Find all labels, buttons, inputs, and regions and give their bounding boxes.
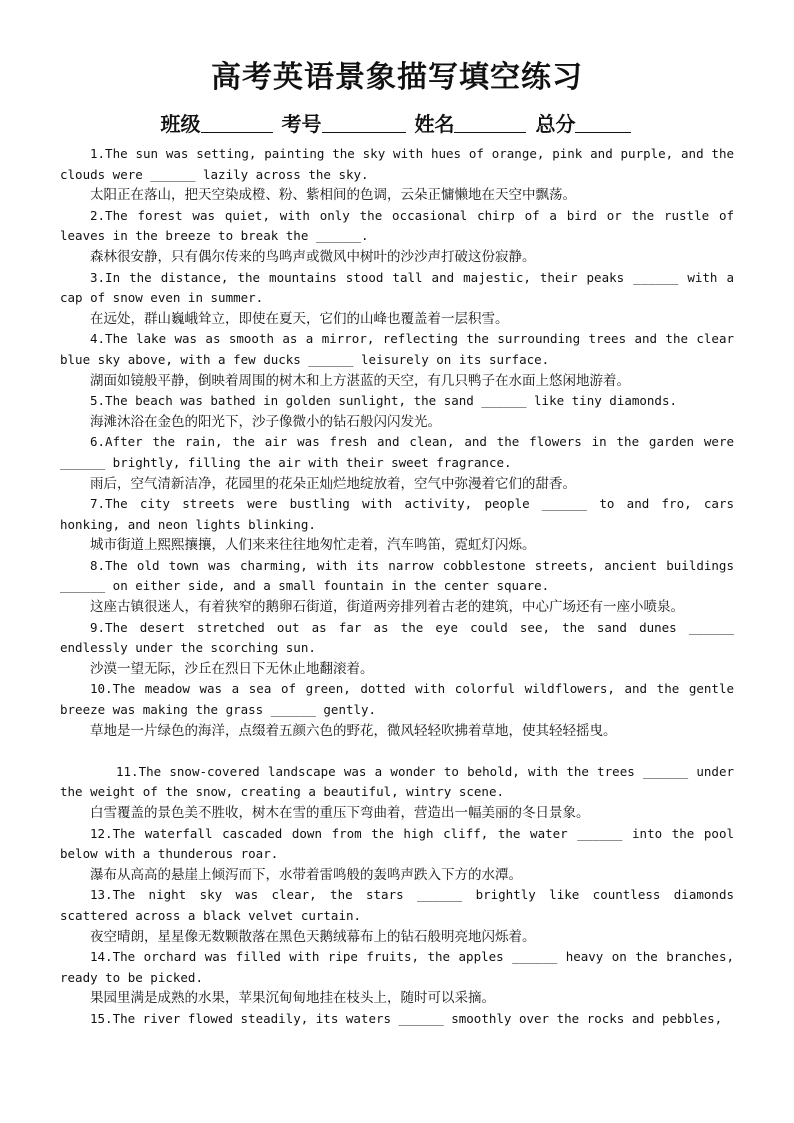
exercise-chinese-translation: 雨后，空气清新洁净，花园里的花朵正灿烂地绽放着，空气中弥漫着它们的甜香。 — [90, 475, 576, 492]
exercise-chinese-translation: 白雪覆盖的景色美不胜收，树木在雪的重压下弯曲着，营造出一幅美丽的冬日景象。 — [90, 805, 590, 821]
exercise-english-sentence: 14.The orchard was filled with ripe fruits, the apples ______ heavy on the branches, ready to be picked. — [60, 949, 734, 985]
exercise-chinese-translation: 城市街道上熙熙攘攘，人们来来往往地匆忙走着，汽车鸣笛，霓虹灯闪烁。 — [90, 537, 536, 554]
exercise-chinese-translation: 果园里满是成熟的水果，苹果沉甸甸地挂在枝头上，随时可以采摘。 — [90, 990, 495, 1007]
exercise-chinese-translation: 瀑布从高高的悬崖上倾泻而下，水带着雷鸣般的轰鸣声跌入下方的水潭。 — [90, 866, 522, 883]
exercise-english-sentence: 2.The forest was quiet, with only the occasional chirp of a bird or the rustle of leaves in the breeze to break the ______. — [60, 207, 734, 244]
exercise-chinese-translation: 沙漠一望无际，沙丘在烈日下无休止地翻滚着。 — [90, 660, 374, 677]
exercise-item — [60, 206, 734, 268]
name-blank — [454, 112, 526, 133]
exercise-chinese-translation: 这座古镇很迷人，有着狭窄的鹅卵石街道，街道两旁排列着古老的建筑，中心广场还有一座小喷泉。 — [90, 599, 684, 616]
exercise-item — [60, 144, 734, 206]
exercise-english-sentence: 4.The lake was as smooth as a mirror, reflecting the surrounding trees and the clear blue sky above, with a few ducks ______ leisurely on its surface. — [60, 331, 734, 367]
exercise-chinese-translation: 在远处，群山巍峨耸立，即使在夏天，它们的山峰也覆盖着一层积雪。 — [90, 310, 509, 327]
class-label: 班级 — [160, 112, 201, 136]
exercise-english-sentence: 3.In the distance, the mountains stood tall and majestic, their peaks ______ with a cap of snow even in summer. — [60, 269, 734, 306]
exercise-english-sentence: 15.The river flowed steadily, its waters ______ smoothly over the rocks and pebbles, — [90, 1010, 723, 1026]
exercise-item — [60, 679, 734, 741]
exercise-list — [60, 144, 734, 1030]
exercise-chinese-translation: 海滩沐浴在金色的阳光下，沙子像微小的钻石般闪闪发光。 — [90, 413, 441, 430]
page-title: 高考英语景象描写填空练习 — [211, 60, 583, 95]
exercise-item — [60, 432, 734, 494]
exercise-chinese-translation: 湖面如镜般平静，倒映着周围的树木和上方湛蓝的天空，有几只鸭子在水面上悠闲地游着。 — [90, 372, 630, 389]
exercise-item — [60, 824, 734, 886]
exercise-english-sentence: 8.The old town was charming, with its narrow cobblestone streets, ancient buildings ______ on either side, and a small fountain in the center square. — [60, 557, 734, 594]
exercise-item — [60, 885, 734, 947]
exercise-english-sentence: 1.The sun was setting, painting the sky with hues of orange, pink and purple, and the clouds were ______ lazily across the sky. — [60, 146, 734, 182]
exercise-item — [60, 947, 734, 1009]
name-label: 姓名 — [414, 112, 455, 136]
exercise-english-sentence: 6.After the rain, the air was fresh and clean, and the flowers in the garden were ______ brightly, filling the air with their sweet fragrance. — [60, 434, 734, 470]
exercise-item — [60, 1009, 734, 1030]
exam-number-blank — [322, 112, 406, 133]
exam-number-label: 考号 — [281, 112, 322, 136]
exercise-item — [60, 618, 734, 680]
student-info-line — [0, 110, 794, 138]
score-label: 总分 — [535, 112, 576, 136]
exercise-english-sentence: 9.The desert stretched out as far as the eye could see, the sand dunes ______ endlessly under the scorching sun. — [60, 619, 734, 656]
exercise-chinese-translation: 太阳正在落山，把天空染成橙、粉、紫相间的色调，云朵正慵懒地在天空中飘荡。 — [90, 187, 576, 204]
exercise-item — [60, 268, 734, 330]
exercise-chinese-translation: 草地是一片绿色的海洋，点缀着五颜六色的野花，微风轻轻吹拂着草地，使其轻轻摇曳。 — [90, 722, 617, 739]
exercise-item — [60, 494, 734, 556]
exercise-english-sentence: 5.The beach was bathed in golden sunlight, the sand ______ like tiny diamonds. — [90, 393, 677, 409]
exercise-item — [60, 762, 734, 824]
exercise-english-sentence: 13.The night sky was clear, the stars ______ brightly like countless diamonds scattered across a black velvet curtain. — [60, 887, 734, 923]
exercise-item — [60, 329, 734, 391]
class-blank — [201, 112, 273, 133]
exercise-english-sentence: 7.The city streets were bustling with activity, people ______ to and fro, cars honking, and neon lights blinking. — [60, 496, 734, 532]
exercise-item — [60, 391, 734, 432]
exercise-item — [60, 556, 734, 618]
exercise-chinese-translation: 森林很安静，只有偶尔传来的鸟鸣声或微风中树叶的沙沙声打破这份寂静。 — [90, 248, 536, 265]
exercise-english-sentence: 12.The waterfall cascaded down from the high cliff, the water ______ into the pool below with a thunderous roar. — [60, 825, 734, 862]
score-blank — [575, 112, 631, 133]
exercise-chinese-translation: 夜空晴朗，星星像无数颗散落在黑色天鹅绒幕布上的钻石般明亮地闪烁着。 — [90, 928, 536, 945]
exercise-english-sentence: 11.The snow-covered landscape was a wonder to behold, with the trees ______ under the weight of the snow, creating a beautiful, wintry scene. — [60, 763, 734, 800]
exercise-english-sentence: 10.The meadow was a sea of green, dotted with colorful wildflowers, and the gentle breeze was making the grass ______ gently. — [60, 681, 734, 718]
